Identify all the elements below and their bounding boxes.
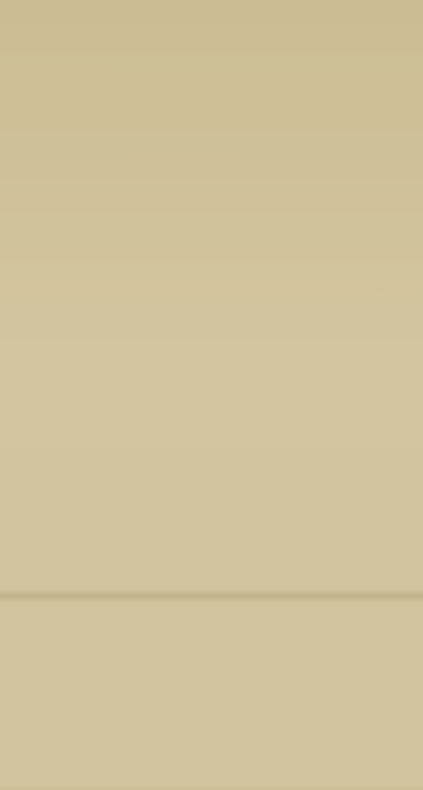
- clipping-divider: [0, 590, 423, 602]
- article-continuation-section: [8, 602, 417, 790]
- article-top-section: [8, 2, 417, 590]
